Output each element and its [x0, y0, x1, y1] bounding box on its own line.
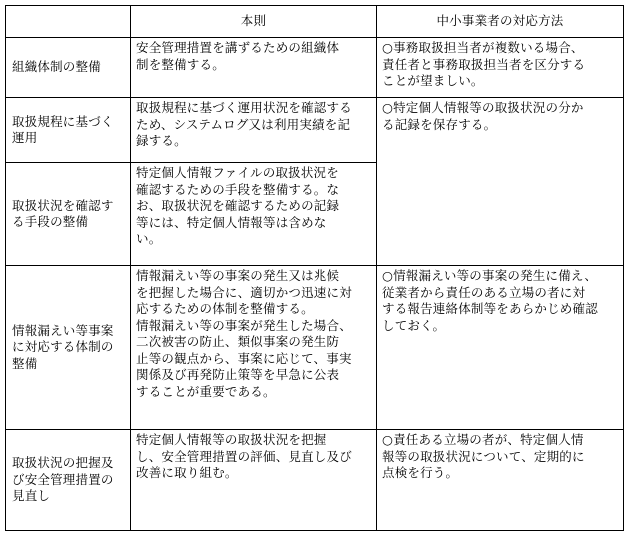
header-row [6, 6, 624, 38]
sme-method-text: ○特定個人情報等の取扱状況の分か る記録を保存する。 [382, 100, 584, 132]
sme-method-text: ○事務取扱担当者が複数いる場合、 責任者と事務取扱担当者を区分する ことが望ましい。 [382, 40, 586, 88]
row-main-rule [131, 266, 377, 430]
table-row [6, 98, 624, 163]
measures-table [5, 5, 624, 531]
main-rule-text: 安全管理措置を講ずるための組織体 制を整備する。 [136, 40, 340, 72]
item-text: 取扱状況の把握及 び安全管理措置の 見直し [12, 455, 114, 504]
row-item-label [6, 38, 131, 98]
main-rule-text: 情報漏えい等の事案の発生又は兆候 を把握した場合に、適切かつ迅速に対 応するための体制を整備する。 情報漏えい等の事案が発生した場合、 二次被害の防止、類似事案の発生防 止等の観点から、事案に応じて、事実 関係及び再発防止策等を早急に公表 することが重要である。 [136, 268, 352, 399]
row-item-label [6, 430, 131, 531]
row-sme-method [377, 98, 624, 266]
row-sme-method [377, 266, 624, 430]
table-row [6, 38, 624, 98]
row-main-rule [131, 98, 377, 163]
table-row [6, 430, 624, 531]
row-main-rule [131, 430, 377, 531]
main-rule-text: 取扱規程に基づく運用状況を確認する ため、システムログ又は利用実績を記 録する。 [136, 100, 352, 148]
main-rule-text: 特定個人情報等の取扱状況を把握 し、安全管理措置の評価、見直し及び 改善に取り組む。 [136, 432, 352, 480]
header-sme-method: 中小事業者の対応方法 [377, 6, 624, 38]
sme-method-text: ○責任ある立場の者が、特定個人情 報等の取扱状況について、定期的に 点検を行う。 [382, 432, 585, 480]
header-main-rule: 本則 [131, 6, 377, 38]
row-item-label [6, 98, 131, 163]
item-text: 取扱規程に基づく 運用 [12, 113, 114, 145]
item-text: 取扱状況を確認す る手段の整備 [12, 197, 114, 229]
row-sme-method [377, 38, 624, 98]
row-sme-method [377, 430, 624, 531]
row-main-rule [131, 163, 377, 266]
main-rule-text: 特定個人情報ファイルの取扱状況を 確認するための手段を整備する。な お、取扱状況を確認するための記録 等には、特定個人情報等は含めな い。 [136, 165, 340, 246]
item-text: 情報漏えい等事案 に対応する体制の 整備 [12, 322, 114, 371]
header-item [6, 6, 131, 38]
row-main-rule [131, 38, 377, 98]
table-row [6, 266, 624, 430]
item-text: 組織体制の整備 [12, 59, 101, 75]
row-item-label [6, 163, 131, 266]
row-item-label [6, 266, 131, 430]
sme-method-text: ○情報漏えい等の事案の発生に備え、 従業者から責任のある立場の者に対 する報告連絡体制等をあらかじめ確認 しておく。 [382, 268, 598, 333]
